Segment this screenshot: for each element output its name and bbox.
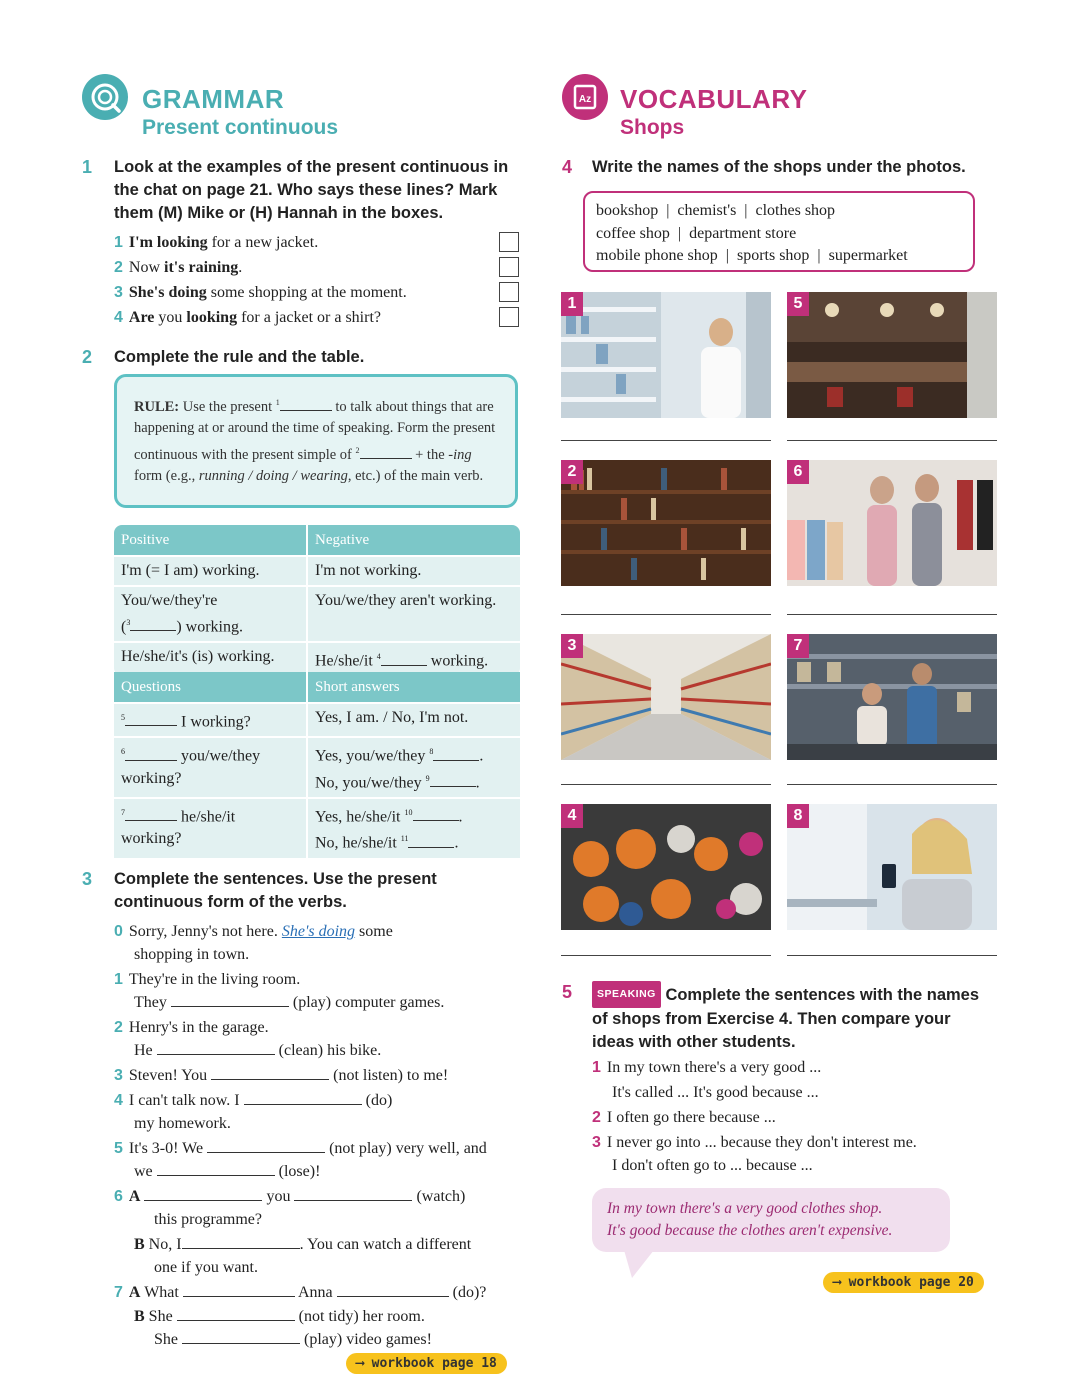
- ex1-item-3: 3 She's doing some shopping at the moment.: [114, 284, 407, 301]
- table-blank-10[interactable]: [413, 805, 459, 821]
- answer-blank[interactable]: [294, 1185, 412, 1201]
- arrow-right-icon: ⟶: [356, 1356, 364, 1371]
- grammar-title: GRAMMAR: [142, 84, 285, 114]
- exercise-1-number: 1: [82, 157, 93, 177]
- answer-blank[interactable]: [183, 1281, 295, 1297]
- ex3-sentence-6b: B No, I . You can watch a different: [134, 1233, 471, 1256]
- answer-line[interactable]: [561, 440, 771, 441]
- answer-line[interactable]: [561, 955, 771, 956]
- answer-blank[interactable]: [182, 1328, 300, 1344]
- ex5-item-3: 3 I never go into ... because they don't interest me.: [592, 1134, 917, 1151]
- grammar-badge: [82, 74, 128, 120]
- speech-bubble-tail: [624, 1250, 654, 1280]
- answer-blank[interactable]: [171, 991, 289, 1007]
- questions-answers-table: [114, 672, 520, 858]
- answer-blank[interactable]: [157, 1039, 275, 1055]
- table-cell: You/we/they're ($^3$ ) working.: [114, 585, 306, 641]
- table-cell: $^6$ you/we/they working?: [114, 736, 306, 797]
- table-cell: I'm not working.: [306, 555, 520, 585]
- table-cell: Yes, he/she/it $^{10}$ . No, he/she/it $^{11}$ .: [306, 797, 520, 858]
- rule-blank-1[interactable]: [280, 395, 332, 411]
- table-blank-7[interactable]: [125, 805, 177, 821]
- answer-checkbox[interactable]: [499, 232, 519, 252]
- answer-line[interactable]: [787, 614, 997, 615]
- grammar-subtitle: Present continuous: [142, 116, 339, 139]
- table-cell: I'm (= I am) working.: [114, 555, 306, 585]
- arrow-right-icon: ⟶: [833, 1275, 841, 1290]
- answer-blank[interactable]: [144, 1185, 262, 1201]
- exercise-2-number: 2: [82, 347, 93, 367]
- ex3-text: She (play) video games!: [154, 1328, 432, 1351]
- table-cell: Yes, you/we/they $^8$ . No, you/we/they $^9$ .: [306, 736, 520, 797]
- table-blank-8[interactable]: [433, 745, 479, 761]
- workbook-link-left[interactable]: ⟶ workbook page 18: [346, 1353, 507, 1374]
- ex3-sentence-6a: 6 A you (watch): [114, 1185, 465, 1208]
- answer-line[interactable]: [787, 955, 997, 956]
- vocabulary-subtitle: Shops: [620, 116, 685, 139]
- exercise-5-number: 5: [562, 982, 573, 1002]
- exercise-3-number: 3: [82, 869, 93, 889]
- ex3-sentence-2: 2 Henry's in the garage.: [114, 1019, 269, 1036]
- ex5-item-2: 2 I often go there because ...: [592, 1109, 776, 1126]
- table-blank-5[interactable]: [125, 710, 177, 726]
- ex3-sentence-7b: B She (not tidy) her room.: [134, 1305, 425, 1328]
- ex1-item-1: 1 I'm looking for a new jacket.: [114, 234, 319, 251]
- positive-negative-table: [114, 525, 520, 676]
- rule-box: RULE: Use the present $^1$ to talk about things that are happening at or around the time of speaking. Form the present continuous with the present simple of $^2$ + the -ing form (e.g., running / doing / wearing, etc.) of the main verb.: [114, 374, 518, 508]
- table-cell: He/she/it's (is) working.: [114, 641, 306, 675]
- photo-department-store: 7: [787, 634, 997, 760]
- table-cell: He/she/it $^4$ working.: [306, 641, 520, 675]
- answer-line[interactable]: [787, 784, 997, 785]
- exercise-3-instruction: Complete the sentences. Use the present continuous form of the verbs.: [114, 870, 437, 911]
- table-cell: Yes, I am. / No, I'm not.: [306, 702, 520, 736]
- ex3-sentence-1: 1 They're in the living room.: [114, 971, 301, 988]
- example-answer: She's doing: [281, 923, 356, 940]
- answer-line[interactable]: [787, 440, 997, 441]
- answer-blank[interactable]: [207, 1137, 325, 1153]
- answer-checkbox[interactable]: [499, 257, 519, 277]
- photo-coffee-shop: 5: [787, 292, 997, 418]
- ex3-text: my homework.: [134, 1115, 231, 1132]
- magnifier-icon: [82, 74, 128, 120]
- workbook-link-right[interactable]: ⟶ workbook page 20: [823, 1272, 984, 1293]
- answer-line[interactable]: [561, 614, 771, 615]
- ex5-item-1: 1 In my town there's a very good ...: [592, 1059, 822, 1076]
- photo-chemist: 1: [561, 292, 771, 418]
- exercise-4-number: 4: [562, 157, 573, 177]
- dictionary-icon: [562, 74, 608, 120]
- answer-blank[interactable]: [211, 1064, 329, 1080]
- answer-blank[interactable]: [157, 1160, 275, 1176]
- ex5-text: It's called ... It's good because ...: [612, 1084, 819, 1101]
- table-cell: $^7$ he/she/it working?: [114, 797, 306, 858]
- ex5-text: I don't often go to ... because ...: [612, 1157, 813, 1174]
- photo-clothes-shop: 6: [787, 460, 997, 586]
- exercise-1-instruction: Look at the examples of the present continuous in the chat on page 21. Who says these lines? Mark them (M) Mike or (H) Hannah in the boxes.: [114, 158, 509, 222]
- ex1-item-2: 2 Now it's raining.: [114, 259, 243, 276]
- ex3-sentence-5: 5 It's 3-0! We (not play) very well, and: [114, 1137, 487, 1160]
- speaking-tag: SPEAKING: [592, 981, 661, 1008]
- table-cell: You/we/they aren't working.: [306, 585, 520, 641]
- table-cell: $^5$ I working?: [114, 702, 306, 736]
- vocabulary-title: VOCABULARY: [620, 84, 808, 114]
- table-header: Positive: [114, 525, 306, 555]
- ex3-text: this programme?: [154, 1211, 262, 1228]
- table-blank-4[interactable]: [381, 650, 427, 666]
- table-blank-9[interactable]: [430, 771, 476, 787]
- table-blank-3[interactable]: [130, 615, 176, 631]
- table-blank-11[interactable]: [408, 832, 454, 848]
- word-box: bookshop | chemist's | clothes shop coffee shop | department store mobile phone shop | sports shop | supermarket: [583, 191, 975, 272]
- answer-blank[interactable]: [244, 1089, 362, 1105]
- ex3-sentence-4: 4 I can't talk now. I (do): [114, 1089, 392, 1112]
- svg-text:Az: Az: [578, 94, 592, 105]
- ex3-sentence-7a: 7 A What Anna (do)?: [114, 1281, 486, 1304]
- ex3-text: we (lose)!: [134, 1160, 320, 1183]
- photo-bookshop: 2: [561, 460, 771, 586]
- answer-blank[interactable]: [182, 1233, 300, 1249]
- ex3-text: one if you want.: [154, 1259, 258, 1276]
- photo-mobile-phone-shop: 8: [787, 804, 997, 930]
- answer-blank[interactable]: [177, 1305, 295, 1321]
- answer-blank[interactable]: [337, 1281, 449, 1297]
- ex1-item-4: 4 Are you looking for a jacket or a shirt?: [114, 309, 381, 326]
- vocabulary-badge: [562, 74, 608, 120]
- exercise-2-instruction: Complete the rule and the table.: [114, 348, 365, 366]
- ex3-text: He (clean) his bike.: [134, 1039, 381, 1062]
- answer-checkbox[interactable]: [499, 307, 519, 327]
- ex3-sentence-3: 3 Steven! You (not listen) to me!: [114, 1064, 448, 1087]
- exercise-4-instruction: Write the names of the shops under the photos.: [592, 158, 966, 176]
- ex3-sentence-0: 0 Sorry, Jenny's not here. She's doing some: [114, 923, 393, 940]
- rule-blank-2[interactable]: [360, 443, 412, 459]
- table-header: Questions: [114, 672, 306, 702]
- ex3-text: They (play) computer games.: [134, 991, 444, 1014]
- table-header: Short answers: [306, 672, 520, 702]
- photo-supermarket: 3: [561, 634, 771, 760]
- photo-sports-shop: 4: [561, 804, 771, 930]
- answer-checkbox[interactable]: [499, 282, 519, 302]
- speech-bubble: In my town there's a very good clothes shop. It's good because the clothes aren't expensive.: [592, 1188, 950, 1252]
- exercise-5-instruction: SPEAKING Complete the sentences with the names of shops from Exercise 4. Then compare your ideas with other students.: [592, 981, 997, 1054]
- table-header: Negative: [306, 525, 520, 555]
- answer-line[interactable]: [561, 784, 771, 785]
- table-blank-6[interactable]: [125, 745, 177, 761]
- ex3-text: shopping in town.: [134, 946, 250, 963]
